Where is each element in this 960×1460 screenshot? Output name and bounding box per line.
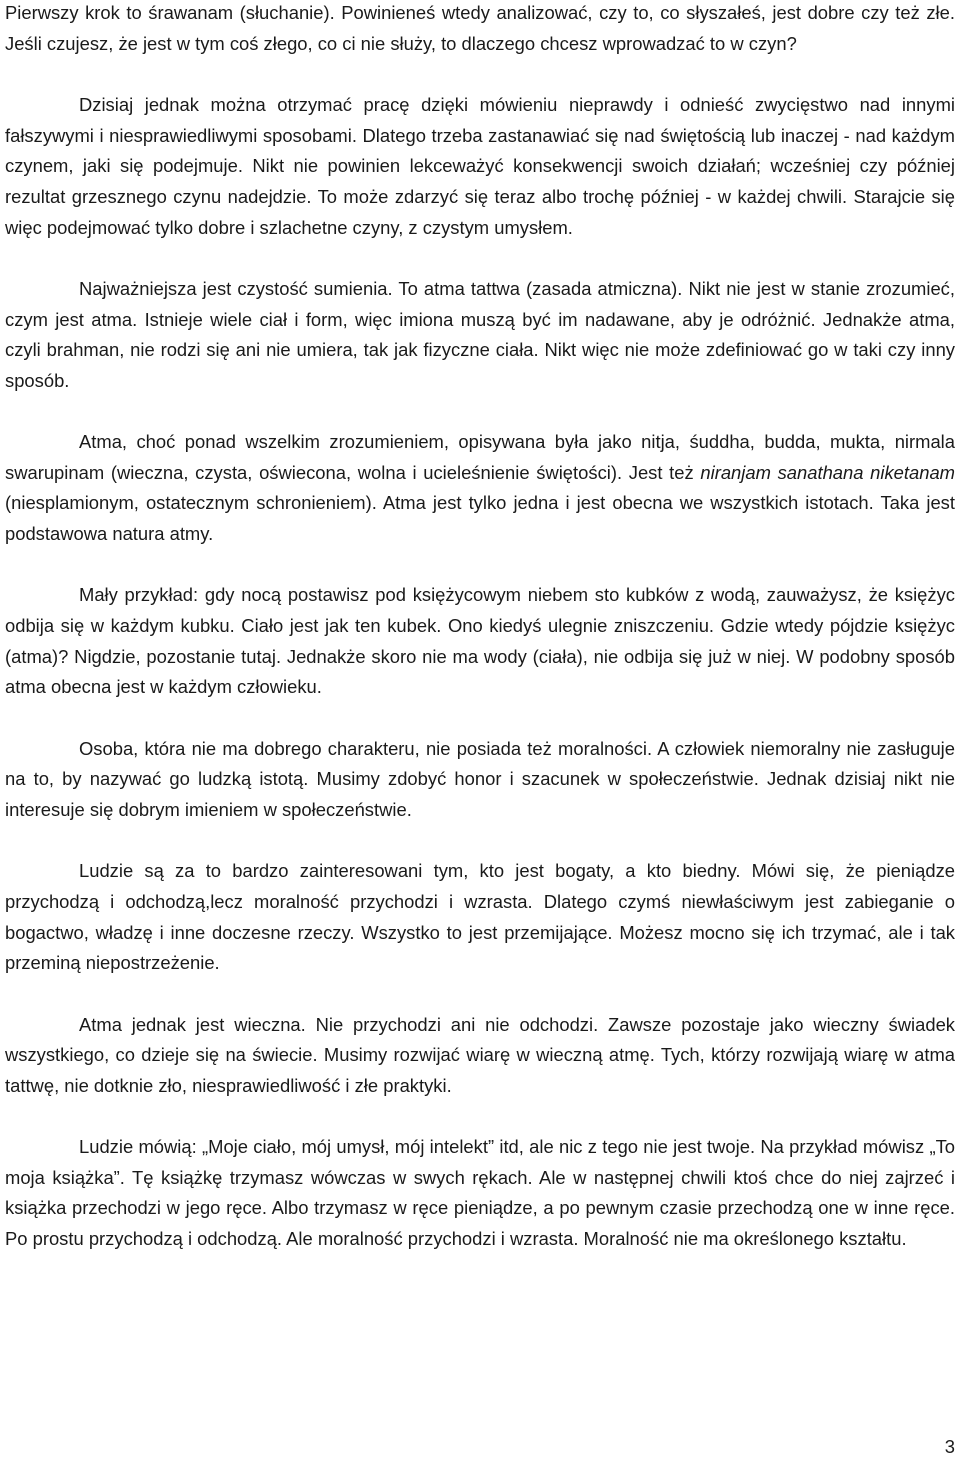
paragraph-conscience: Najważniejsza jest czystość sumienia. To atma tattwa (zasada atmiczna). Nikt nie jest w stanie zrozumieć, czym jest atma. Istnieje wiele ciał i form, więc imiona muszą być im nadawane, aby je odróżnić. Jednakże atma, czyli brahman, nie rodzi się ani nie umiera, tak jak fizyczne ciała. Nikt więc nie może zdefiniować go w taki czy inny sposób. [5, 277, 955, 391]
italic-term: niranjam sanathana niketanam [700, 461, 956, 483]
paragraph-atma-nature [5, 427, 955, 550]
paragraph-eternal-atma: Atma jednak jest wieczna. Nie przychodzi ani nie odchodzi. Zawsze pozostaje jako wieczny świadek wszystkiego, co dzieje się na świecie. Musimy rozwijać wiarę w wieczną atmę. Tych, którzy rozwijają wiarę w atma tattwę, nie dotknie zło, niesprawiedliwość i złe praktyki. [5, 1013, 955, 1096]
document-page [5, 0, 955, 1285]
paragraph-sravanam: Pierwszy krok to śrawanam (słuchanie). Powinieneś wtedy analizować, czy to, co słyszałeś, jest dobre czy też złe. Jeśli czujesz, że jest w tym coś złego, co ci nie służy, to dlaczego chcesz wprowadzać to w czyn? [5, 2, 955, 54]
paragraph-possessions: Ludzie mówią: „Moje ciało, mój umysł, mój intelekt” itd, ale nic z tego nie jest twoje. Na przykład mówisz „To moja książka”. Tę książkę trzymasz wówczas w swych rękach. Ale w następnej chwili ktoś chce do niej zajrzeć i książka przechodzi w jego ręce. Albo trzymasz w ręce pieniądze, a po pewnym czasie przechodzą one w inne ręce. Po prostu przychodzą i odchodzą. Ale moralność przychodzi i wzrasta. Moralność nie ma określonego kształtu. [5, 1136, 955, 1250]
paragraph-holiness: Dzisiaj jednak można otrzymać pracę dzięki mówieniu nieprawdy i odnieść zwycięstwo nad innymi fałszywymi i niesprawiedliwymi sposobami. Dlatego trzeba zastanawiać się nad świętością lub inaczej - nad każdym czynem, jaki się podejmuje. Nikt nie powinien lekceważyć konsekwencji swoich działań; wcześniej czy później rezultat grzesznego czynu nadejdzie. To może zdarzyć się teraz albo trochę później - w każdej chwili. Starajcie się więc podejmować tylko dobre i szlachetne czyny, z czystym umysłem. [5, 93, 955, 238]
paragraph-wealth: Ludzie są za to bardzo zainteresowani tym, kto jest bogaty, a kto biedny. Mówi się, że pieniądze przychodzą i odchodzą,lecz moralność przychodzi i wzrasta. Dlatego czymś niewłaściwym jest zabieganie o bogactwo, władzę i inne doczesne rzeczy. Wszystko to jest przemijające. Możesz mocno się ich trzymać, ale i tak przeminą niepostrzeżenie. [5, 860, 955, 974]
paragraph-character: Osoba, która nie ma dobrego charakteru, nie posiada też moralności. A człowiek niemoralny nie zasługuje na to, by nazywać go ludzką istotą. Musimy zdobyć honor i szacunek w społeczeństwie. Jednak dzisiaj nikt nie interesuje się dobrym imieniem w społeczeństwie. [5, 737, 955, 820]
paragraph-text-part: (niesplamionym, ostatecznym schronieniem). Atma jest tylko jedna i jest obecna we wszystkich istotach. Taka jest podstawowa natura atmy. [5, 492, 955, 545]
paragraph-moon-example: Mały przykład: gdy nocą postawisz pod księżycowym niebem sto kubków z wodą, zauważysz, że księżyc odbija się w każdym kubku. Ciało jest jak ten kubek. Ono kiedyś ulegnie zniszczeniu. Gdzie wtedy pójdzie księżyc (atma)? Nigdzie, pozostanie tutaj. Jednakże skoro nie ma wody (ciała), nie odbija się już w niej. W podobny sposób atma obecna jest w każdym człowieku. [5, 584, 955, 698]
page-number: 3 [944, 1436, 955, 1457]
paragraph-text-part: Atma, choć ponad wszelkim zrozumieniem, opisywana była jako nitja, śuddha, budda, mukta, nirmala swarupinam (wieczna, czysta, oświecona, wolna i ucieleśnienie świętości). Jest też [5, 431, 955, 483]
